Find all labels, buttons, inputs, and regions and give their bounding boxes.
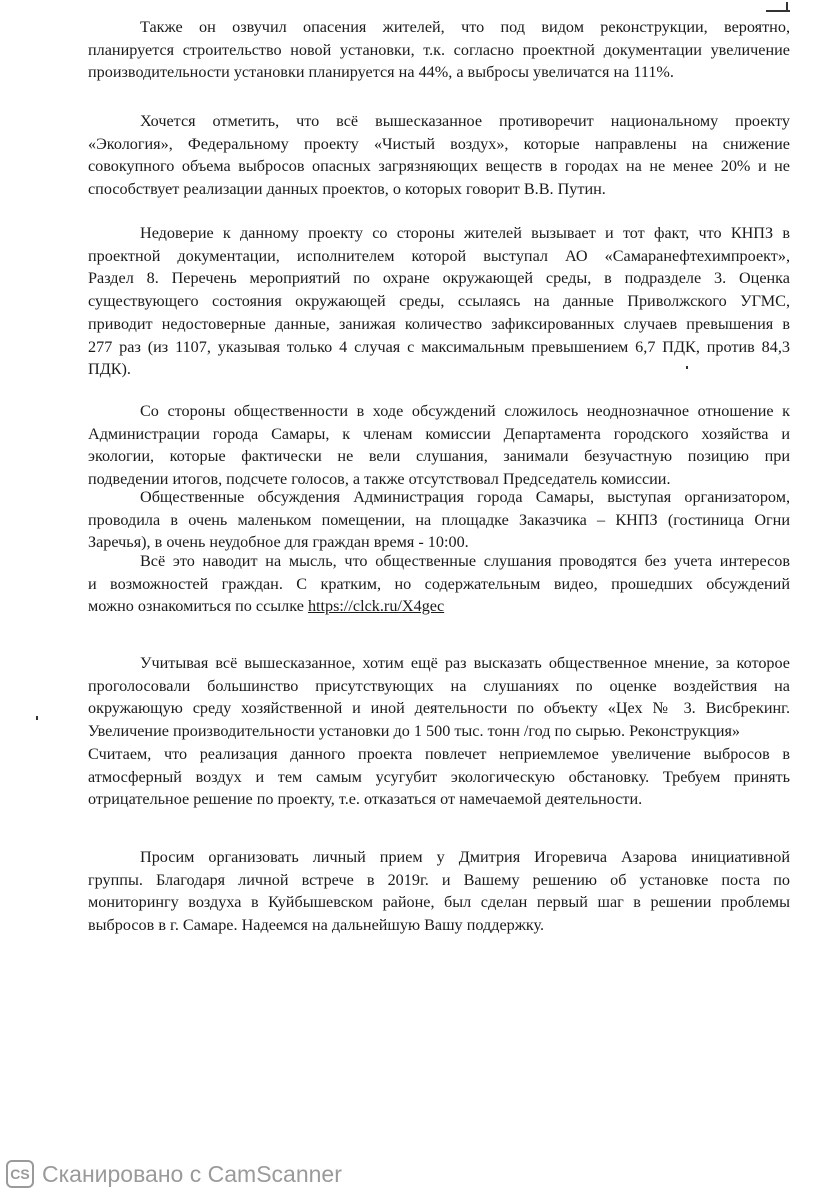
text-line: совокупного объема выбросов опасных загрязняющих веществ в городах на не менее 20% и не xyxy=(88,157,790,176)
text-line: мониторингу воздуха в Куйбышевском районе, был сделан первый шаг в решении проблемы xyxy=(88,893,790,912)
text-line: Также он озвучил опасения жителей, что под видом реконструкции, вероятно, xyxy=(140,18,790,36)
video-link[interactable]: https://clck.ru/X4gec xyxy=(307,597,445,616)
text-line: Хочется отметить, что всё вышесказанное противоречит национальному проекту xyxy=(140,112,790,130)
paragraph-2 xyxy=(88,110,790,201)
paragraph-5 xyxy=(88,486,790,554)
text-line: проектной документации, исполнителем которой выступал АО «Самаранефтехимпроект», xyxy=(88,246,790,265)
text-line: Учитывая всё вышесказанное, хотим ещё раз высказать общественное мнение, за которое xyxy=(140,654,790,672)
text-line: атмосферный воздух и тем самым усугубит экологическую обстановку. Требуем принять xyxy=(88,767,790,786)
text-line: Со стороны общественности в ходе обсуждений сложилось неоднозначное отношение к xyxy=(140,402,790,420)
text-line: производительности установки планируется на 44%, а выбросы увеличатся на 111%. xyxy=(88,63,674,82)
text-line xyxy=(88,595,790,618)
text-line: экологии, которые фактически не вели слушания, занимали безучастную позицию при xyxy=(88,447,790,466)
camscanner-text: Сканировано с CamScanner xyxy=(42,1160,342,1187)
text-line: окружающую среду хозяйственной и иной деятельности по объекту «Цех № 3. Висбрекинг. xyxy=(88,699,790,718)
paragraph-8 xyxy=(88,846,790,937)
camscanner-footer xyxy=(0,1148,838,1200)
text-line: проголосовали большинство присутствующих на слушаниях по оценке воздействия на xyxy=(88,676,790,695)
scan-mark xyxy=(786,2,788,12)
scan-mark xyxy=(36,716,38,720)
text-line: Раздел 8. Перечень мероприятий по охране окружающей среды, в подразделе 3. Оценка xyxy=(88,269,790,288)
paragraph-6 xyxy=(88,550,790,618)
text-line: ПДК). xyxy=(88,360,131,379)
text-line: существующего состояния окружающей среды, ссылаясь на данные Приволжского УГМС, xyxy=(88,292,790,311)
scan-mark xyxy=(686,366,688,369)
camscanner-logo-icon: CS xyxy=(6,1160,34,1188)
text-line: Увеличение производительности установки до 1 500 тыс. тонн /год по сырью. Реконструкция» xyxy=(88,722,741,741)
text-line: «Экология», Федеральному проекту «Чистый воздух», которые направлены на снижение xyxy=(88,134,790,153)
paragraph-4 xyxy=(88,400,790,491)
text-line: Общественные обсуждения Администрация города Самары, выступая организатором, xyxy=(140,488,790,506)
text-line: проводила в очень маленьком помещении, на площадке Заказчика – КНПЗ (гостиница Огни xyxy=(88,510,790,529)
text-line: и возможностей граждан. С кратким, но содержательным видео, прошедших обсуждений xyxy=(88,574,790,593)
text-line: Администрации города Самары, к членам комиссии Департамента городского хозяйства и xyxy=(88,424,790,443)
text-line: Заречья), в очень неудобное для граждан время - 10:00. xyxy=(88,533,469,552)
paragraph-3 xyxy=(88,222,790,381)
paragraph-7 xyxy=(88,652,790,811)
text-line: выбросов в г. Самаре. Надеемся на дальнейшую Вашу поддержку. xyxy=(88,916,545,935)
text-line: группы. Благодаря личной встрече в 2019г. и Вашему решению об установке поста по xyxy=(88,870,790,889)
text-line: планируется строительство новой установки, т.к. согласно проектной документации увеличение xyxy=(88,40,790,59)
text-line: Недоверие к данному проекту со стороны жителей вызывает и тот факт, что КНПЗ в xyxy=(140,224,790,242)
text-line: Всё это наводит на мысль, что общественные слушания проводятся без учета интересов xyxy=(140,552,790,570)
text-line: приводит недостоверные данные, занижая количество зафиксированных случаев превышения в xyxy=(88,314,790,333)
text-line: Просим организовать личный прием у Дмитрия Игоревича Азарова инициативной xyxy=(140,848,790,866)
text-line: Считаем, что реализация данного проекта повлечет неприемлемое увеличение выбросов в xyxy=(88,744,790,763)
text-line: отрицательное решение по проекту, т.е. отказаться от намечаемой деятельности. xyxy=(88,790,643,809)
paragraph-1 xyxy=(88,16,790,84)
link-intro-text: можно ознакомиться по ссылке xyxy=(88,597,304,616)
text-line: подведении итогов, подсчете голосов, а также отсутствовал Председатель комиссии. xyxy=(88,470,671,489)
text-line: способствует реализации данных проектов, о которых говорит В.В. Путин. xyxy=(88,180,606,199)
text-line: 277 раз (из 1107, указывая только 4 случая с максимальным превышением 6,7 ПДК, против 84,3 xyxy=(88,337,790,356)
